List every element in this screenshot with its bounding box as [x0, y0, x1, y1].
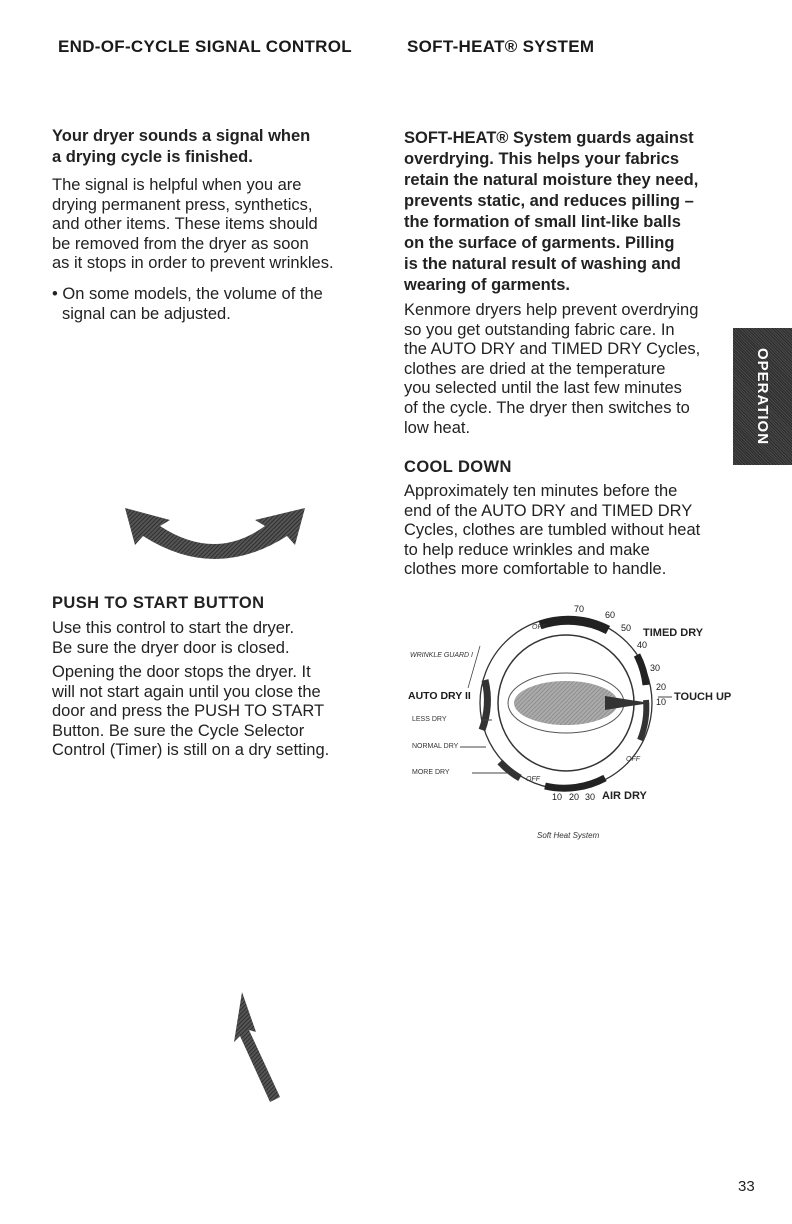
signal-bullet: • On some models, the volume of the signal can be adjusted.	[52, 285, 323, 323]
dial-20: 20	[656, 682, 667, 692]
push-to-start-p1: Use this control to start the dryer. Be sure the dryer door is closed.	[52, 619, 295, 657]
air-dry-10: 10	[552, 792, 563, 802]
auto-dry-label: AUTO DRY II	[408, 690, 471, 702]
dial-caption: Soft Heat System	[537, 831, 600, 840]
right-column-header: SOFT-HEAT® SYSTEM	[407, 37, 595, 56]
air-dry-label: AIR DRY	[602, 790, 647, 802]
dial-10: 10	[656, 697, 667, 707]
soft-heat-body: Kenmore dryers help prevent overdrying so you get outstanding fabric care. In the AUTO DRY and TIMED DRY Cycles, clothes are dried at the temperature you selected until the last few minutes of the cycle. The dryer then switches to low heat.	[404, 301, 701, 437]
dial-off-right: OFF	[626, 756, 640, 763]
wrinkle-guard-label: WRINKLE GUARD I	[410, 652, 474, 659]
air-dry-20: 20	[569, 792, 580, 802]
dial-60: 60	[605, 610, 616, 620]
dial-40: 40	[637, 640, 648, 650]
normal-dry-label: NORMAL DRY	[412, 743, 459, 750]
dial-off-bottom: OFF	[526, 776, 540, 783]
cool-down-body: Approximately ten minutes before the end of the AUTO DRY and TIMED DRY Cycles, clothes are tumbled without heat to help reduce wrinkles and make clothes more comfortable to handle.	[404, 482, 701, 579]
dial-70: 70	[574, 604, 585, 614]
cool-down-title: COOL DOWN	[404, 458, 512, 476]
cycle-selector-dial	[400, 600, 750, 840]
dial-50: 50	[621, 623, 632, 633]
less-dry-label: LESS DRY	[412, 716, 447, 723]
push-to-start-title: PUSH TO START BUTTON	[52, 594, 265, 612]
air-dry-30: 30	[585, 792, 596, 802]
curved-arrow-icon	[115, 500, 315, 570]
page-number: 33	[738, 1178, 755, 1195]
soft-heat-lead: SOFT-HEAT® System guards against overdrying. This helps your fabrics retain the natural moisture they need, prevents static, and reduces pilling – the formation of small lint-like balls on the surface of garments. Pilling is the natural result of washing and wearing of garments.	[404, 129, 699, 294]
timed-dry-label: TIMED DRY	[643, 627, 704, 639]
dial-30: 30	[650, 663, 661, 673]
left-column-header: END-OF-CYCLE SIGNAL CONTROL	[58, 37, 352, 56]
more-dry-label: MORE DRY	[412, 769, 450, 776]
touch-up-label: TOUCH UP	[674, 691, 732, 703]
signal-lead: Your dryer sounds a signal when a drying cycle is finished.	[52, 127, 311, 166]
dial-off-top: OFF	[532, 624, 546, 631]
up-arrow-icon	[228, 992, 288, 1104]
operation-tab: OPERATION	[733, 328, 792, 465]
signal-body: The signal is helpful when you are drying permanent press, synthetics, and other items. These items should be removed from the dryer as soon as it stops in order to prevent wrinkles.	[52, 176, 334, 273]
push-to-start-p2: Opening the door stops the dryer. It will not start again until you close the door and press the PUSH TO START Button. Be sure the Cycle Selector Control (Timer) is still on a dry setting.	[52, 663, 330, 760]
